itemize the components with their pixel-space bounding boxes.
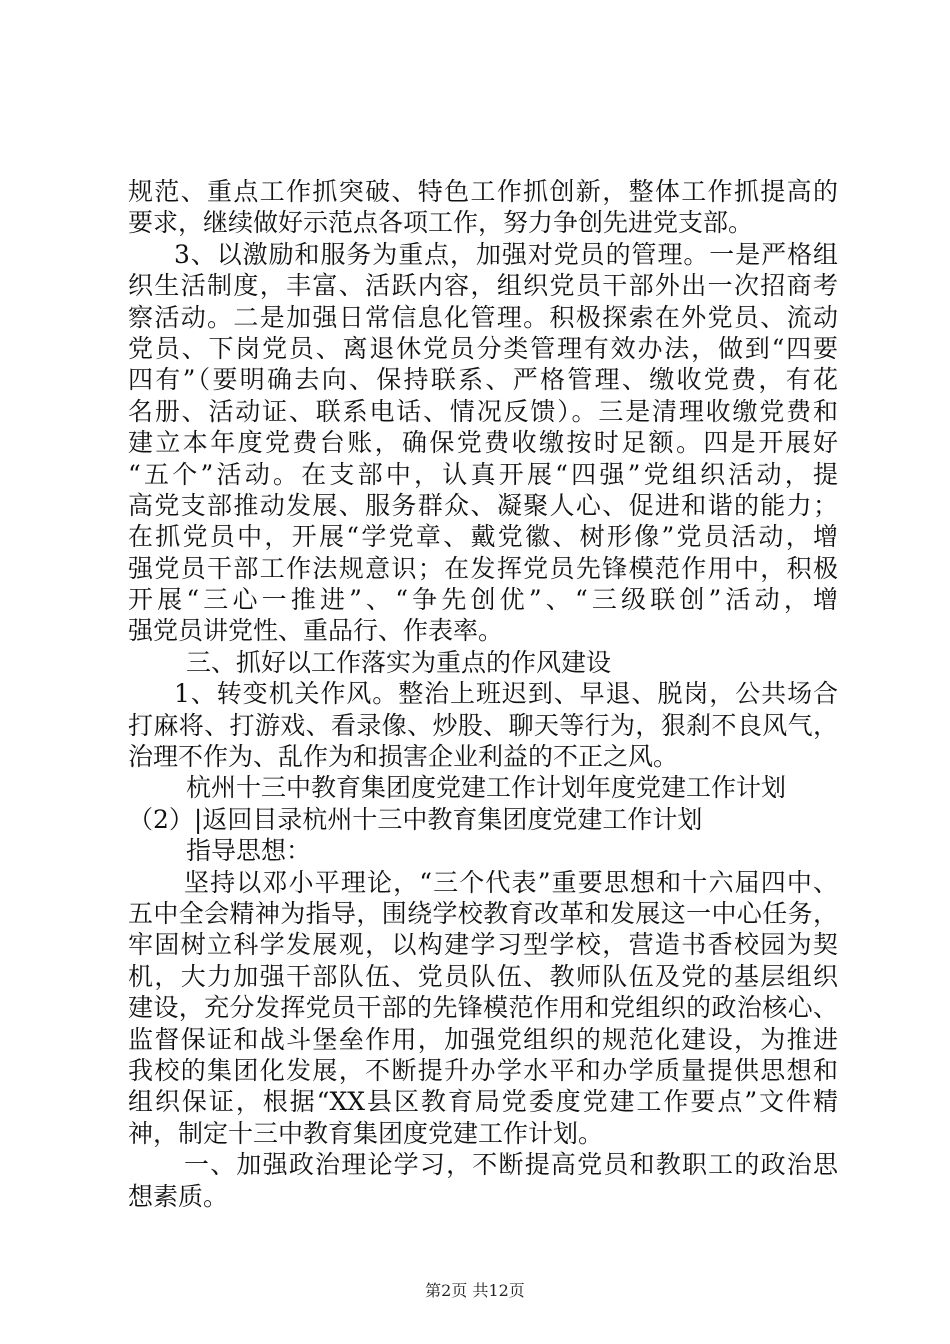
paragraph-line: 打麻将、打游戏、看录像、炒股、聊天等行为，狠刹不良风气， bbox=[128, 710, 838, 740]
paragraph-line: 神，制定十三中教育集团度党建工作计划。 bbox=[128, 1118, 604, 1148]
paragraph-line: 监督保证和战斗堡垒作用，加强党组织的规范化建设，为推进 bbox=[128, 1024, 838, 1054]
paragraph-line: 高党支部推动发展、服务群众、凝聚人心、促进和谐的能力； bbox=[128, 490, 838, 520]
paragraph-line: 机，大力加强干部队伍、党员队伍、教师队伍及党的基层组织 bbox=[128, 961, 838, 991]
paragraph-line: 规范、重点工作抓突破、特色工作抓创新，整体工作抓提高的 bbox=[128, 177, 838, 206]
paragraph-line: 要求，继续做好示范点各项工作，努力争创先进党支部。 bbox=[128, 208, 754, 238]
paragraph-line: 强党员干部工作法规意识；在发挥党员先锋模范作用中，积极 bbox=[128, 553, 838, 583]
paragraph-line: 1、转变机关作风。整治上班迟到、早退、脱岗，公共场合 bbox=[174, 679, 838, 709]
paragraph-line: 建设，充分发挥党员干部的先锋模范作用和党组织的政治核心、 bbox=[128, 993, 838, 1023]
paragraph-line: 名册、活动证、联系电话、情况反馈）。三是清理收缴党费和 bbox=[128, 396, 838, 426]
paragraph-line: 组织保证，根据“XX县区教育局党委度党建工作要点”文件精 bbox=[128, 1087, 838, 1117]
document-body bbox=[128, 176, 838, 1212]
paragraph-line: 一、加强政治理论学习，不断提高党员和教职工的政治思 bbox=[184, 1150, 838, 1180]
paragraph-line: 坚持以邓小平理论，“三个代表”重要思想和十六届四中、 bbox=[184, 867, 838, 897]
paragraph-line: 想素质。 bbox=[128, 1181, 229, 1211]
paragraph-line: 织生活制度，丰富、活跃内容，组织党员干部外出一次招商考 bbox=[128, 271, 838, 301]
paragraph-line: 强党员讲党性、重品行、作表率。 bbox=[128, 616, 504, 646]
paragraph-line: 牢固树立科学发展观，以构建学习型学校，营造书香校园为契 bbox=[128, 930, 838, 960]
page-number-footer: 第2页 共12页 bbox=[425, 1281, 525, 1300]
paragraph-line: 治理不作为、乱作为和损害企业利益的不正之风。 bbox=[128, 742, 679, 772]
paragraph-line: 开展“三心一推进”、“争先创优”、“三级联创”活动，增 bbox=[128, 585, 838, 615]
paragraph-line: “五个”活动。在支部中，认真开展“四强”党组织活动，提 bbox=[128, 459, 838, 489]
paragraph-line: 在抓党员中，开展“学党章、戴党徽、树形像”党员活动，增 bbox=[128, 522, 838, 552]
paragraph-line: 我校的集团化发展，不断提升办学水平和办学质量提供思想和 bbox=[128, 1055, 838, 1085]
section-heading: 三、抓好以工作落实为重点的作风建设 bbox=[186, 647, 612, 677]
section-title-continued: （2）|返回目录杭州十三中教育集团度党建工作计划 bbox=[128, 804, 703, 834]
paragraph-line: 四有”（要明确去向、保持联系、严格管理、缴收党费，有花 bbox=[128, 365, 838, 395]
paragraph-line: 五中全会精神为指导，围绕学校教育改革和发展这一中心任务， bbox=[128, 898, 838, 928]
section-title: 杭州十三中教育集团度党建工作计划年度党建工作计划 bbox=[186, 773, 787, 803]
paragraph-line: 3、以激励和服务为重点，加强对党员的管理。一是严格组 bbox=[174, 239, 838, 269]
subheading: 指导思想： bbox=[186, 836, 312, 866]
paragraph-line: 党员、下岗党员、离退休党员分类管理有效办法，做到“四要 bbox=[128, 333, 838, 363]
paragraph-line: 建立本年度党费台账，确保党费收缴按时足额。四是开展好 bbox=[128, 428, 838, 458]
paragraph-line: 察活动。二是加强日常信息化管理。积极探索在外党员、流动 bbox=[128, 302, 838, 332]
